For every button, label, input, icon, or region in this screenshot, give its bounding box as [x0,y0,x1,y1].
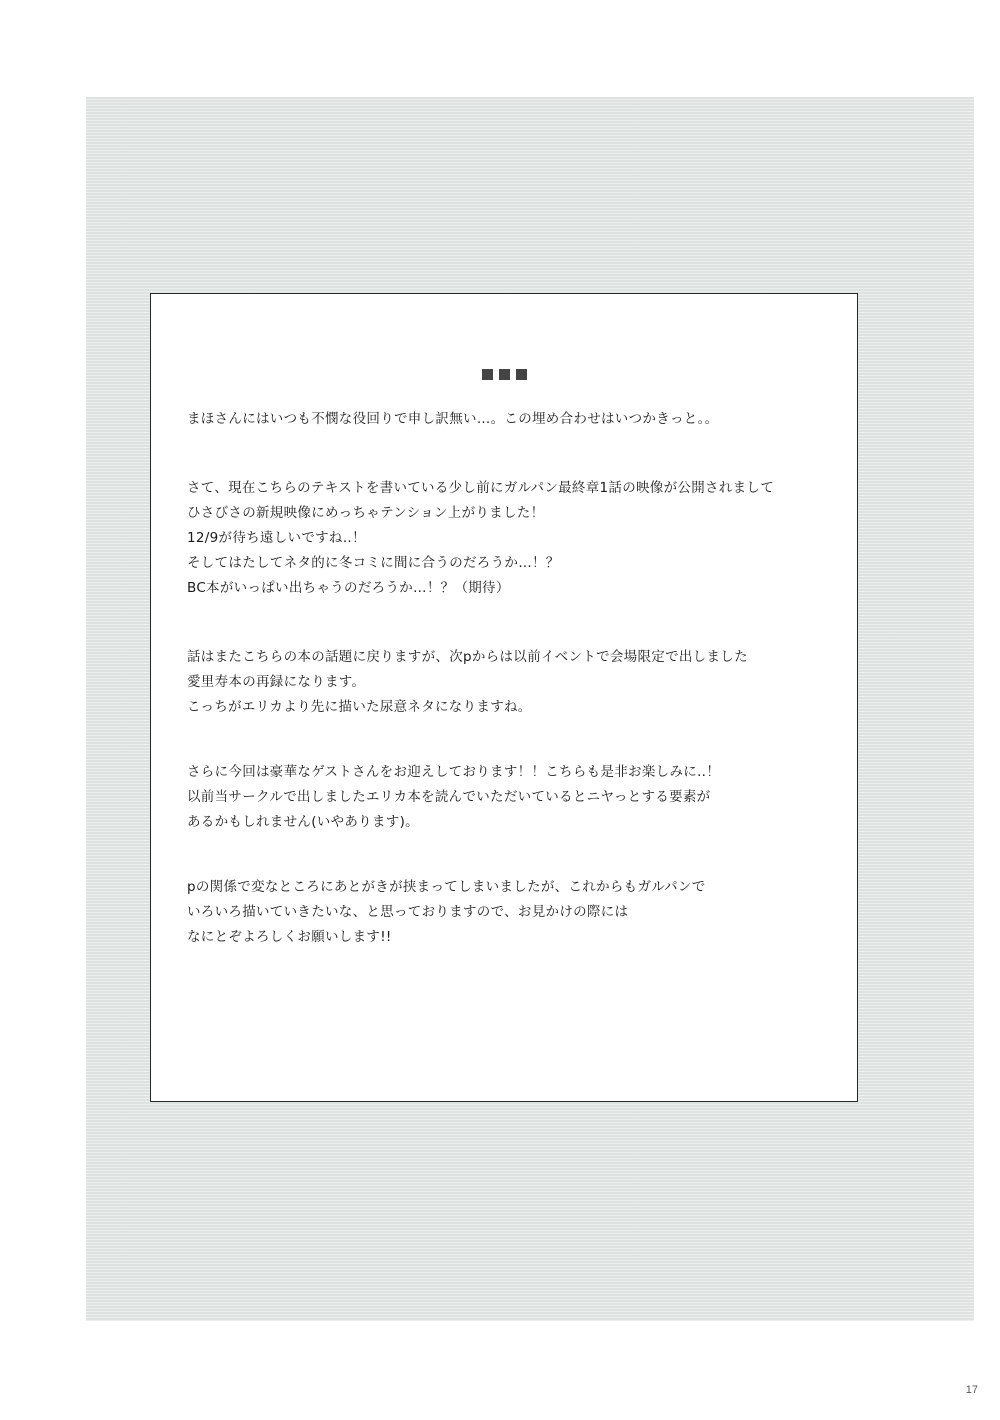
section-marker [151,369,857,380]
text-line: こっちがエリカより先に描いた尿意ネタになりますね。 [187,699,532,715]
text-line: 以前当サークルで出しましたエリカ本を読んでいただいているとニヤっとする要素が [187,789,711,805]
text-line: まほさんにはいつも不憫な役回りで申し訳無い…。この埋め合わせはいつかきっと。。 [187,411,719,427]
paragraph-4 [187,760,847,835]
marker-square [499,369,510,380]
page-number: 17 [965,1384,978,1396]
text-line: そしてはたしてネタ的に冬コミに間に合うのだろうか…！？ [187,555,560,571]
paragraph-1 [187,407,847,432]
text-line: あるかもしれません(いやあります)。 [187,814,419,830]
afterword-box [150,293,858,1102]
text-line: 愛里寿本の再録になります。 [187,674,366,690]
text-line: なにとぞよろしくお願いします!! [187,929,392,945]
text-line: さて、現在こちらのテキストを書いている少し前にガルパン最終章1話の映像が公開されまして [187,480,775,496]
text-line: ひさびさの新規映像にめっちゃテンション上がりました！ [187,505,545,521]
text-line: pの関係で変なところにあとがきが挟まってしまいましたが、これからもガルパンで [187,879,706,895]
text-line: BC本がいっぱい出ちゃうのだろうか…！？（期待） [187,580,510,596]
marker-square [482,369,493,380]
text-line: 12/9が待ち遠しいですね‥！ [187,530,366,546]
paragraph-2 [187,476,847,601]
marker-square [516,369,527,380]
afterword-text [187,407,847,950]
paragraph-3 [187,645,847,720]
text-line: いろいろ描いていきたいな、と思っておりますので、お見かけの際には [187,904,629,920]
text-line: 話はまたこちらの本の話題に戻りますが、次pからは以前イベントで会場限定で出しました [187,649,748,665]
text-line: さらに今回は豪華なゲストさんをお迎えしております！！こちらも是非お楽しみに‥！ [187,764,721,780]
paragraph-5 [187,875,847,950]
